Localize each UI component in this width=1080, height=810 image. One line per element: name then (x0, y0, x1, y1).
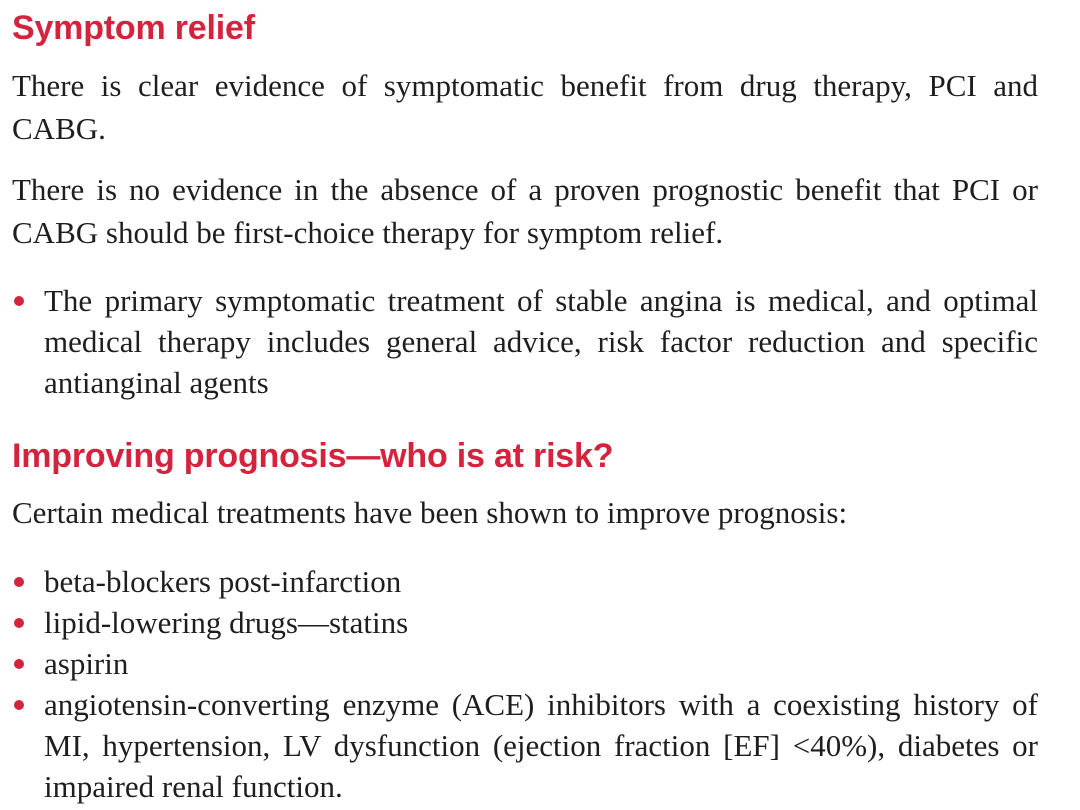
prognosis-treatments-list (12, 561, 1038, 807)
list-item-text: angiotensin-converting enzyme (ACE) inhibitors with a coexisting history of MI, hypertension, LV dysfunction (ejection fraction [EF] <40%), diabetes or impaired renal function. (44, 687, 1038, 804)
section-heading-improving-prognosis: Improving prognosis—who is at risk? (12, 437, 614, 475)
list-item (12, 561, 1038, 602)
bullet-icon (14, 296, 24, 306)
bullet-icon (14, 618, 24, 628)
list-item-text: aspirin (44, 646, 129, 681)
section-heading-symptom-relief: Symptom relief (12, 9, 255, 47)
list-item (12, 602, 1038, 643)
bullet-icon (14, 659, 24, 669)
list-item (12, 643, 1038, 684)
paragraph-no-evidence: There is no evidence in the absence of a proven prognostic benefit that PCI or CABG should be first-choice therapy for symptom relief. (12, 172, 1038, 250)
list-item-text: lipid-lowering drugs—statins (44, 605, 409, 640)
paragraph-symptomatic-benefit: There is clear evidence of symptomatic benefit from drug therapy, PCI and CABG. (12, 68, 1038, 146)
bullet-icon (14, 700, 24, 710)
bullet-icon (14, 577, 24, 587)
list-item-text: The primary symptomatic treatment of stable angina is medical, and optimal medical therapy includes general advice, risk factor reduction and specific antianginal agents (44, 283, 1038, 400)
symptom-relief-list (12, 280, 1038, 403)
list-item-text: beta-blockers post-infarction (44, 564, 402, 599)
list-item (12, 684, 1038, 807)
paragraph-treatments-intro: Certain medical treatments have been shown to improve prognosis: (12, 495, 848, 530)
list-item (12, 280, 1038, 403)
